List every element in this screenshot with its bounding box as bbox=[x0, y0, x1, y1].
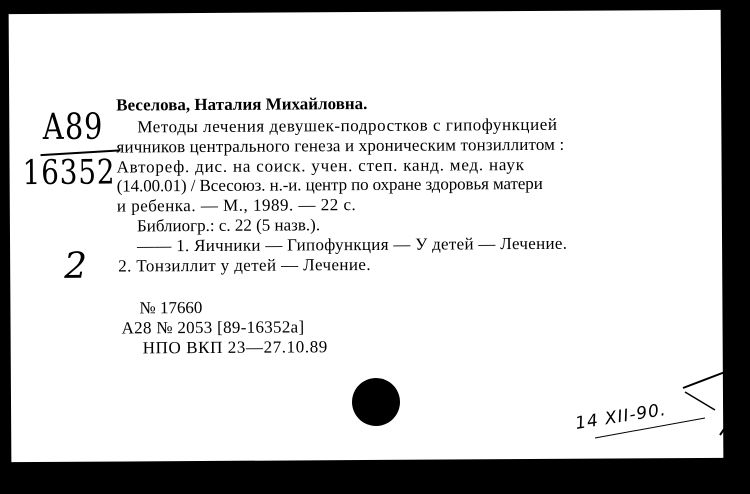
printer-line: НПО ВКП 23—27.10.89 bbox=[142, 337, 328, 358]
subject-line-2: 2. Тонзиллит у детей — Лечение. bbox=[118, 254, 372, 276]
accession-line: А28 № 2053 [89-16352а] bbox=[121, 317, 305, 338]
entry-line-6: Библиогр.: с. 22 (5 назв.). bbox=[136, 215, 321, 236]
subject-line-1: —— 1. Яичники — Гипофункция — У детей — Лечение. bbox=[136, 233, 568, 256]
date-stamp-text: 14 XII-90. bbox=[573, 399, 668, 434]
shelf-mark-line-1: А89 bbox=[42, 106, 104, 148]
entry-line-3: Автореф. дис. на соиск. учен. степ. канд. мед. наук bbox=[116, 155, 525, 177]
punch-hole bbox=[352, 378, 400, 426]
registry-number: № 17660 bbox=[139, 298, 203, 318]
copies-mark: 2 bbox=[64, 245, 88, 287]
shelf-mark-line-2: 16352 bbox=[22, 152, 116, 194]
entry-line-1: Методы лечения девушек-подростков с гипофункцией bbox=[137, 114, 558, 137]
entry-line-2: яичников центрального генеза и хроническим тонзиллитом : bbox=[116, 134, 565, 157]
author-heading: Веселова, Наталия Михайловна. bbox=[116, 93, 368, 115]
entry-line-5: и ребенка. — М., 1989. — 22 с. bbox=[116, 195, 357, 216]
entry-line-4: (14.00.01) / Всесоюз. н.-и. центр по охране здоровья матери bbox=[116, 173, 543, 196]
